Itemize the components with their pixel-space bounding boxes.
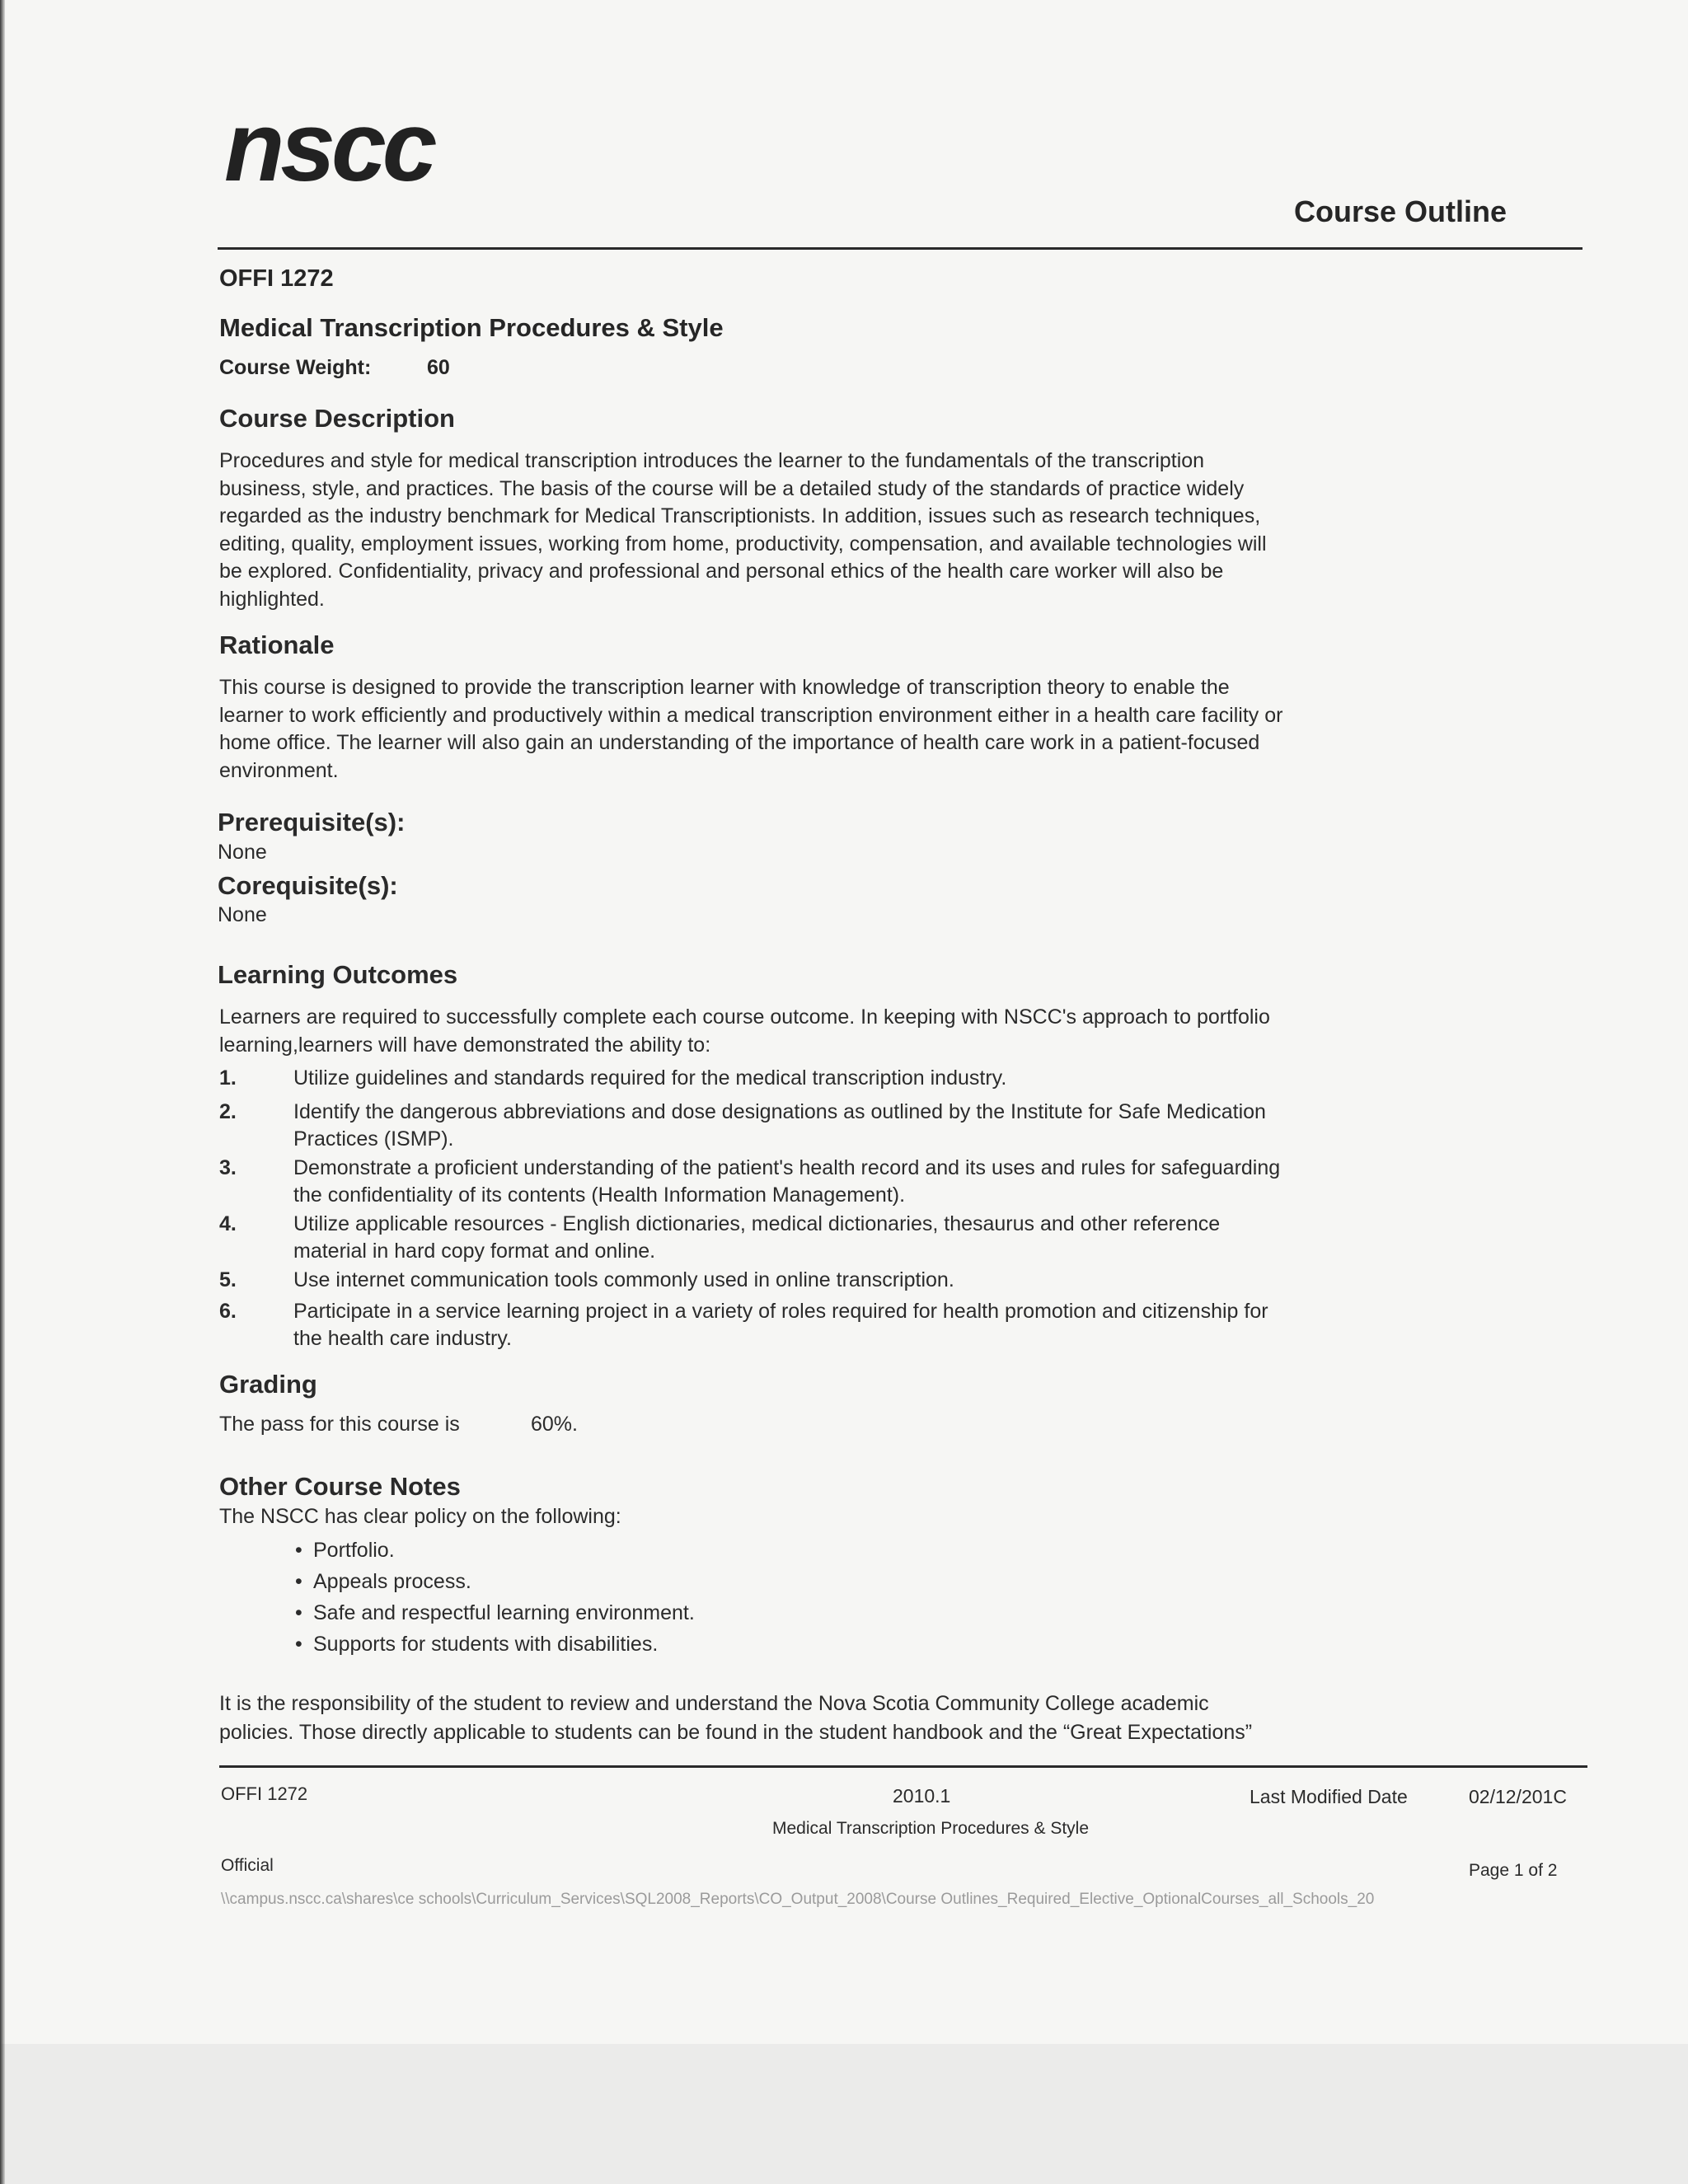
- footer-version: 2010.1: [893, 1785, 951, 1807]
- rationale-line: learner to work efficiently and productively within a medical transcription environment either in a health care facility or: [219, 703, 1283, 727]
- policy-item: • Appeals process.: [295, 1566, 695, 1597]
- outcome-text: the health care industry.: [293, 1326, 512, 1350]
- other-notes-heading: Other Course Notes: [219, 1472, 461, 1501]
- footer-rule: [219, 1765, 1587, 1768]
- outcome-number: 4.: [219, 1212, 237, 1235]
- outcome-text: Participate in a service learning project in a variety of roles required for health promotion and citizenship for: [293, 1300, 1268, 1323]
- rationale-text: [219, 674, 1472, 785]
- description-line: highlighted.: [219, 587, 325, 611]
- nscc-logo: nscc: [224, 91, 434, 202]
- policy-list: [295, 1535, 695, 1660]
- description-text: [219, 448, 1423, 613]
- rationale-line: This course is designed to provide the transcription learner with knowledge of transcription theory to enable the: [219, 676, 1230, 699]
- prerequisites-value: None: [218, 841, 267, 864]
- learning-outcomes-intro-line: Learners are required to successfully complete each course outcome. In keeping with NSCC's approach to portfolio: [219, 1005, 1270, 1029]
- corequisites-value: None: [218, 903, 267, 926]
- rationale-line: home office. The learner will also gain an understanding of the importance of health care work in a patient-focused: [219, 731, 1260, 754]
- outcome-number: 2.: [219, 1100, 237, 1123]
- policy-item: • Safe and respectful learning environment.: [295, 1597, 695, 1629]
- outcome-text: Practices (ISMP).: [293, 1127, 454, 1151]
- other-notes-intro: The NSCC has clear policy on the following:: [219, 1505, 621, 1528]
- grading-heading: Grading: [219, 1370, 317, 1399]
- prerequisites-heading: Prerequisite(s):: [218, 808, 406, 837]
- policy-closing-line: policies. Those directly applicable to students can be found in the student handbook and the “Great Expectations”: [219, 1721, 1253, 1744]
- outcome-text: Identify the dangerous abbreviations and dose designations as outlined by the Institute for Safe Medication: [293, 1100, 1266, 1123]
- description-heading: Course Description: [219, 404, 455, 433]
- description-line: regarded as the industry benchmark for Medical Transcriptionists. In addition, issues such as research techniques,: [219, 504, 1261, 527]
- footer-course-code: OFFI 1272: [221, 1783, 308, 1804]
- policy-item: • Portfolio.: [295, 1535, 695, 1566]
- scan-edge-shadow: [0, 0, 5, 2184]
- footer-course-title: Medical Transcription Procedures & Style: [772, 1819, 1089, 1838]
- description-line: Procedures and style for medical transcription introduces the learner to the fundamentals of the transcription: [219, 449, 1205, 472]
- policy-item: • Supports for students with disabilities.: [295, 1629, 695, 1660]
- course-code: OFFI 1272: [219, 265, 334, 292]
- description-line: be explored. Confidentiality, privacy and professional and personal ethics of the health care worker will also be: [219, 560, 1224, 583]
- rationale-line: environment.: [219, 758, 339, 782]
- outcome-number: 6.: [219, 1300, 237, 1323]
- scanner-margin: [0, 2044, 1688, 2184]
- learning-outcomes-heading: Learning Outcomes: [218, 960, 458, 989]
- outcome-number: 1.: [219, 1066, 237, 1090]
- outcome-number: 5.: [219, 1268, 237, 1291]
- policy-closing-text: [219, 1690, 1472, 1747]
- footer-modified-date: 02/12/201C: [1469, 1786, 1567, 1807]
- footer-file-path: \\campus.nscc.ca\shares\ce schools\Curriculum_Services\SQL2008_Reports\CO_Output_2008\Course Outlines_Required_Elective_OptionalCourses_all_Schools_20: [221, 1891, 1375, 1908]
- outcome-text: Use internet communication tools commonly used in online transcription.: [293, 1268, 954, 1291]
- course-outline-title: Course Outline: [1294, 194, 1507, 228]
- course-weight-label: Course Weight:: [219, 356, 372, 379]
- outcome-text: the confidentiality of its contents (Health Information Management).: [293, 1183, 906, 1207]
- corequisites-heading: Corequisite(s):: [218, 871, 398, 900]
- footer-status: Official: [221, 1856, 274, 1875]
- outcome-text: Utilize guidelines and standards required for the medical transcription industry.: [293, 1066, 1007, 1090]
- footer-page-number: Page 1 of 2: [1469, 1861, 1558, 1880]
- rationale-heading: Rationale: [219, 630, 335, 659]
- description-line: business, style, and practices. The basis of the course will be a detailed study of the standards of practice widely: [219, 476, 1245, 500]
- outcome-text: Utilize applicable resources - English dictionaries, medical dictionaries, thesaurus and other reference: [293, 1212, 1221, 1235]
- course-title: Medical Transcription Procedures & Style: [219, 313, 724, 342]
- grading-value: 60%.: [531, 1413, 578, 1436]
- header-rule: [218, 247, 1582, 250]
- footer-modified-label: Last Modified Date: [1250, 1786, 1408, 1807]
- learning-outcomes-intro: [219, 1004, 1472, 1059]
- policy-closing-line: It is the responsibility of the student to review and understand the Nova Scotia Community College academic: [219, 1692, 1209, 1715]
- learning-outcomes-intro-line: learning,learners will have demonstrated the ability to:: [219, 1033, 711, 1057]
- course-weight-value: 60: [427, 356, 450, 379]
- grading-text: The pass for this course is: [219, 1413, 460, 1436]
- outcome-text: Demonstrate a proficient understanding of the patient's health record and its uses and rules for safeguarding: [293, 1156, 1281, 1179]
- outcome-number: 3.: [219, 1156, 237, 1179]
- outcome-text: material in hard copy format and online.: [293, 1239, 656, 1263]
- description-line: editing, quality, employment issues, working from home, productivity, compensation, and available technologies will: [219, 532, 1267, 555]
